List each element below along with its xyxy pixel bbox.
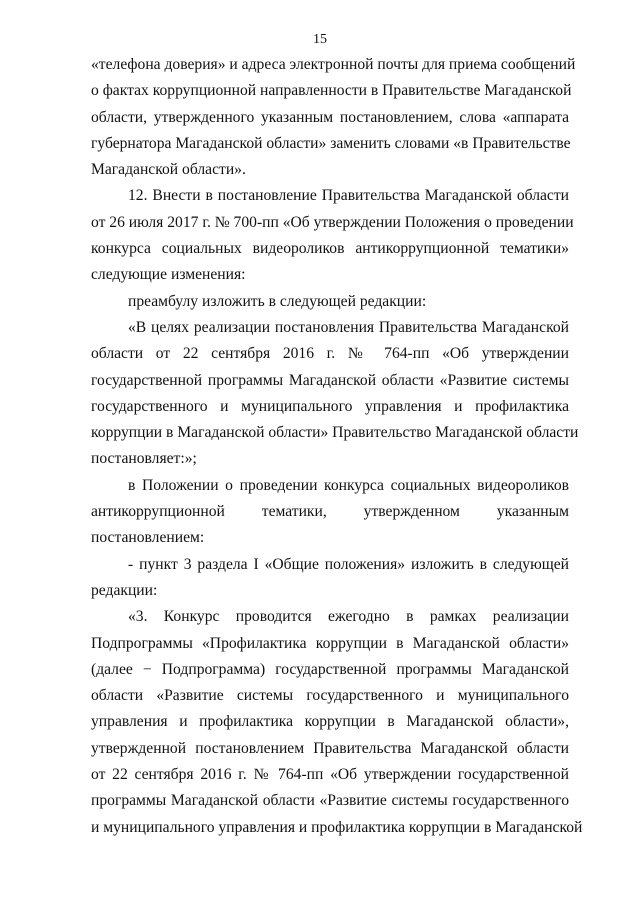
text-line: утвержденной постановлением Правительства Магаданской области (91, 739, 569, 757)
text-line: «телефона доверия» и адреса электронной почты для приема сообщений (91, 56, 576, 73)
paragraph-point-3-instruction (91, 552, 569, 605)
page-number: 15 (313, 32, 327, 47)
text-line: управления и профилактика коррупции в Магаданской области», (91, 713, 569, 731)
document-body (91, 52, 583, 841)
text-line: Подпрограммы «Профилактика коррупции в Магаданской области» (91, 634, 569, 652)
text-line: Магаданской области». (91, 161, 246, 179)
text-line: следующие изменения: (91, 266, 246, 284)
text-line: государственной программы Магаданской области «Развитие системы (91, 371, 569, 389)
paragraph-regulation-intro (91, 473, 569, 552)
text-line: - пункт 3 раздела I «Общие положения» изложить в следующей (128, 555, 569, 573)
paragraph-preamble-text (91, 315, 579, 473)
text-line: в Положении о проведении конкурса социальных видеороликов (128, 476, 569, 494)
text-line: государственного и муниципального управления и профилактика (91, 397, 569, 415)
paragraph-preamble-instruction (91, 289, 569, 315)
text-line: «3. Конкурс проводится ежегодно в рамках реализации (128, 608, 569, 626)
text-line: постановляет:»; (91, 450, 197, 468)
text-line: от 26 июля 2017 г. № 700-пп «Об утверждении Положения о проведении (91, 213, 574, 231)
text-line: коррупции в Магаданской области» Правительство Магаданской области (91, 424, 579, 442)
text-line: области, утвержденного указанным постановлением, слова «аппарата (91, 108, 569, 126)
text-line: редакции: (91, 581, 158, 599)
paragraph-item-12 (91, 183, 574, 288)
text-line: конкурса социальных видеороликов антикоррупционной тематики» (91, 240, 569, 258)
paragraph-point-3-text (91, 604, 583, 841)
text-line: области «Развитие системы государственного и муниципального (91, 687, 569, 705)
text-line: области от 22 сентября 2016 г. № 764-пп «Об утверждении (91, 345, 569, 363)
text-line: 12. Внести в постановление Правительства Магаданской области (128, 187, 569, 205)
text-line: о фактах коррупционной направленности в Правительстве Магаданской (91, 82, 572, 100)
text-line: постановлением: (91, 529, 205, 547)
text-line: и муниципального управления и профилактика коррупции в Магаданской (91, 818, 583, 836)
text-line: от 22 сентября 2016 г. № 764-пп «Об утверждении государственной (91, 766, 569, 784)
text-line: антикоррупционной тематики, утвержденном указанным (91, 503, 569, 521)
text-line: губернатора Магаданской области» заменить словами «в Правительстве (91, 134, 571, 152)
text-line: преамбулу изложить в следующей редакции: (128, 292, 427, 310)
text-line: (далее − Подпрограмма) государственной программы Магаданской (91, 660, 569, 678)
text-line: «В целях реализации постановления Правительства Магаданской (128, 318, 569, 336)
paragraph-continuation (91, 52, 576, 183)
text-line: программы Магаданской области «Развитие системы государственного (91, 792, 569, 810)
